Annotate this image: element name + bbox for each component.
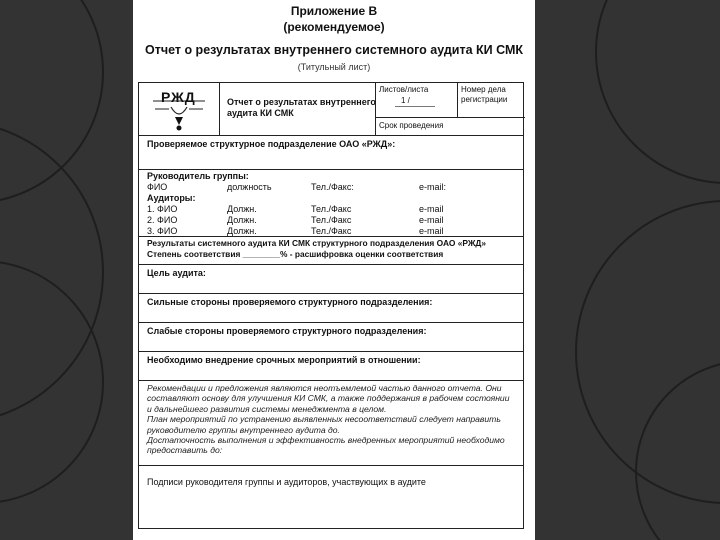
sheets-label: Листов/листа — [379, 85, 429, 94]
auditor-2-position: Должн. — [227, 215, 257, 225]
recommended-note: (рекомендуемое) — [283, 20, 385, 34]
compliance-label: Степень соответствия ________% - расшифровка оценки соответствия — [147, 249, 444, 259]
appendix-heading: Приложение В — [290, 4, 378, 18]
auditors-label: Аудиторы: — [147, 193, 196, 203]
auditor-3-position: Должн. — [227, 226, 257, 236]
recommendation-line: Достаточность выполнения и эффективность внедренных мероприятий необходимо — [147, 435, 505, 446]
leader-fio: ФИО — [147, 182, 168, 192]
results-label: Результаты системного аудита КИ СМК структурного подразделения ОАО «РЖД» — [147, 238, 487, 248]
auditor-3-email: e-mail — [419, 226, 444, 236]
leader-position: должность — [227, 182, 272, 192]
logo-text: РЖД — [161, 89, 196, 105]
auditor-2-fio: 2. ФИО — [147, 215, 178, 225]
signature-label: Подписи руководителя группы и аудиторов, участвующих в аудите — [147, 477, 426, 487]
weaknesses-label: Слабые стороны проверяемого структурного подразделения: — [147, 326, 427, 336]
strengths-label: Сильные стороны проверяемого структурного подразделения: — [147, 297, 433, 307]
auditor-1-position: Должн. — [227, 204, 257, 214]
background-left — [0, 0, 133, 540]
auditor-3-tel: Тел./Факс — [311, 226, 352, 236]
registration-label-line1: Номер дела — [461, 85, 506, 94]
report-form — [138, 82, 524, 529]
auditor-2-email: e-mail — [419, 215, 444, 225]
report-title-line1: Отчет о результатах внутреннего — [227, 97, 376, 107]
sheets-value: 1 / — [401, 96, 410, 105]
auditor-1-fio: 1. ФИО — [147, 204, 178, 214]
leader-tel: Тел./Факс: — [311, 182, 354, 192]
registration-label-line2: регистрации — [461, 95, 508, 104]
recommendation-line: предоставить до: — [147, 445, 223, 456]
background-right — [535, 0, 720, 540]
audit-goal-label: Цель аудита: — [147, 268, 206, 278]
auditor-2-tel: Тел./Факс — [311, 215, 352, 225]
document-page — [133, 0, 535, 540]
group-leader-label: Руководитель группы: — [147, 171, 249, 181]
recommendation-line: Рекомендации и предложения являются неотъемлемой частью данного отчета. Они — [147, 383, 502, 393]
urgent-measures-label: Необходимо внедрение срочных мероприятий в отношении: — [147, 355, 421, 365]
recommendation-line: План мероприятий по устранению выявленных несоответствий следует направить — [147, 414, 501, 425]
document-title: Отчет о результатах внутреннего системного аудита КИ СМК — [144, 43, 524, 57]
recommendation-line: составляют основу для улучшения КИ СМК, а также поддержания в рабочем состоянии — [147, 393, 510, 404]
recommendation-line: руководителю группы внутреннего аудита до. — [147, 424, 340, 435]
auditor-1-tel: Тел./Факс — [311, 204, 352, 214]
recommendations-text — [147, 383, 519, 456]
document-subtitle: (Титульный лист) — [297, 62, 371, 72]
recommendation-line: и дальнейшего развития системы менеджмента в целом. — [147, 403, 387, 414]
leader-email: e-mail: — [419, 182, 447, 192]
report-title-line2: аудита КИ СМК — [227, 108, 294, 118]
date-label: Срок проведения — [379, 121, 444, 130]
auditor-1-email: e-mail — [419, 204, 444, 214]
auditor-3-fio: 3. ФИО — [147, 226, 178, 236]
division-label: Проверяемое структурное подразделение ОАО «РЖД»: — [147, 139, 396, 149]
